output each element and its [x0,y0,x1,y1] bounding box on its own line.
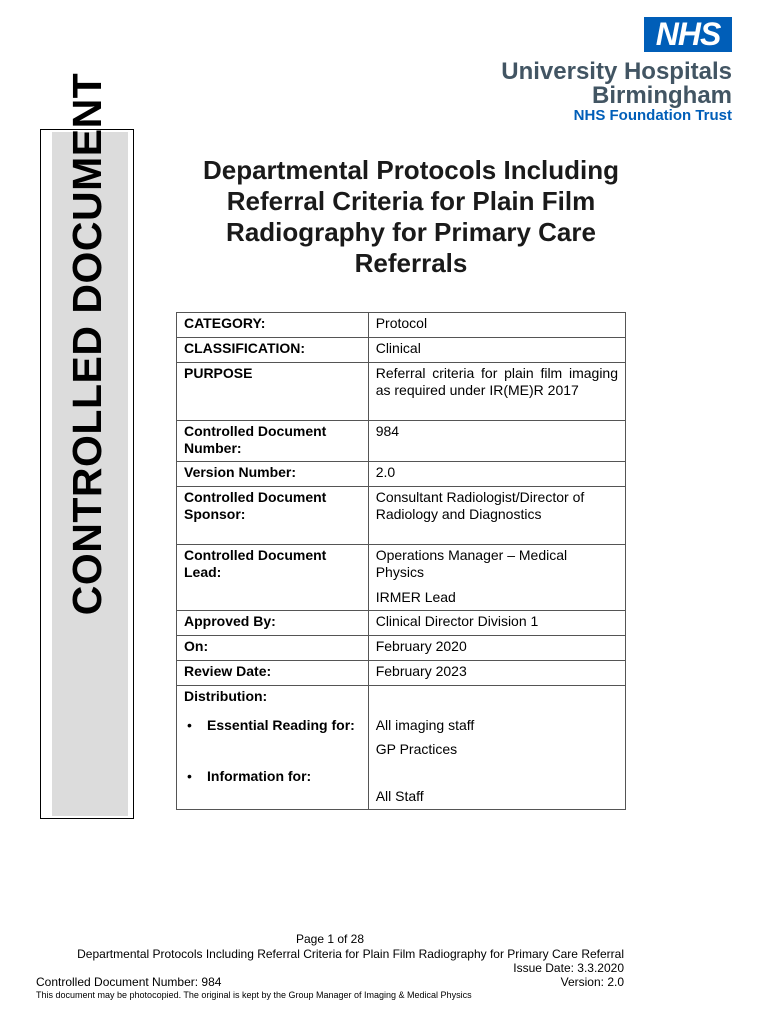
classification-label: CLASSIFICATION: [177,338,369,363]
table-row [177,421,626,462]
approved-by-value: Clinical Director Division 1 [368,611,625,636]
table-row [177,338,626,363]
document-title: Departmental Protocols Including Referral Criteria for Plain Film Radiography for Primary Care Referrals [202,155,620,278]
information-for-value: All Staff [375,788,424,804]
table-row [177,611,626,636]
category-value: Protocol [368,313,625,338]
doc-number-value: 984 [368,421,625,462]
purpose-value: Referral criteria for plain film imaging as required under IR(ME)R 2017 [368,363,625,421]
controlled-document-label: CONTROLLED DOCUMENT [64,72,110,616]
table-row [177,313,626,338]
table-row [177,545,626,611]
approved-by-label: Approved By: [177,611,369,636]
document-info-table [176,312,626,810]
nhs-logo: NHS [644,17,732,52]
footer-version: Version: 2.0 [560,975,624,989]
approved-on-label: On: [177,636,369,661]
doc-number-label: Controlled Document Number: [177,421,369,462]
lead-value: Operations Manager – Medical Physics [375,547,568,580]
sponsor-value: Consultant Radiologist/Director of Radiology and Diagnostics [368,487,625,545]
org-name-line1: University Hospitals [501,58,732,85]
footer-doc-title: Departmental Protocols Including Referral Criteria for Plain Film Radiography for Primary Care Referral [77,947,624,961]
footer-issue-date: Issue Date: 3.3.2020 [513,961,624,975]
page-number: Page 1 of 28 [295,932,365,946]
essential-reading-value-secondary: GP Practices [375,741,458,757]
review-date-value: February 2023 [368,661,625,686]
purpose-label: PURPOSE [177,363,369,421]
table-row [177,363,626,421]
lead-value-secondary: IRMER Lead [375,589,456,605]
table-row [177,636,626,661]
essential-reading-label: • Essential Reading for: [184,717,361,734]
table-row [177,462,626,487]
version-label: Version Number: [177,462,369,487]
distribution-label: Distribution: [184,688,268,704]
footer-doc-number: Controlled Document Number: 984 [36,975,222,989]
table-row [177,661,626,686]
version-value: 2.0 [368,462,625,487]
footer-row [36,975,624,989]
distribution-list [184,717,361,785]
classification-value: Clinical [368,338,625,363]
table-row [177,487,626,545]
footer-photocopy-note: This document may be photocopied. The original is kept by the Group Manager of Imaging & Medical Physics [36,990,472,1000]
sponsor-label: Controlled Document Sponsor: [177,487,369,545]
table-row [177,686,626,810]
approved-on-value: February 2020 [368,636,625,661]
org-name-line3: NHS Foundation Trust [573,107,732,124]
information-for-label: • Information for: [184,768,361,785]
org-name-line2: Birmingham [591,82,732,109]
category-label: CATEGORY: [177,313,369,338]
review-date-label: Review Date: [177,661,369,686]
essential-reading-value: All imaging staff [375,717,475,733]
lead-label: Controlled Document Lead: [177,545,369,611]
